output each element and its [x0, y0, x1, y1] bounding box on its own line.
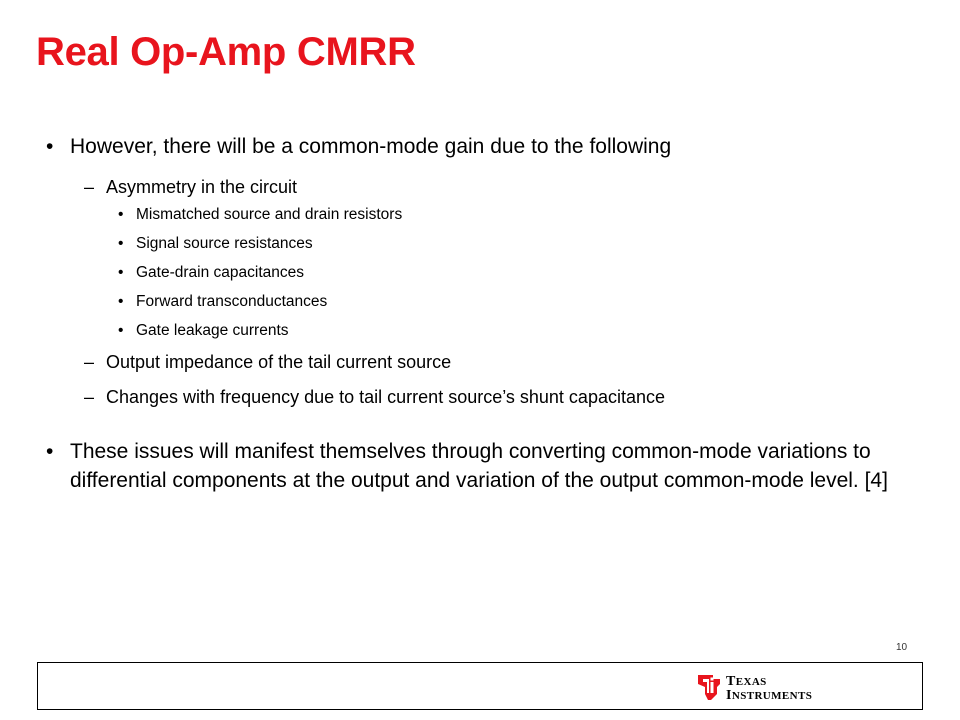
bullet-level1 — [46, 132, 671, 161]
bullet-marker: • — [118, 264, 124, 281]
bullet-level1 — [46, 437, 926, 495]
bullet-text: However, there will be a common-mode gain due to the following — [70, 135, 672, 158]
bullet-marker: – — [84, 352, 95, 372]
bullet-marker: – — [84, 177, 95, 197]
bullet-level3 — [118, 321, 289, 341]
bullet-marker: • — [46, 440, 54, 463]
bullet-text: Forward transconductances — [136, 293, 328, 310]
bullet-text: Signal source resistances — [136, 235, 313, 252]
bullet-text: Gate leakage currents — [136, 322, 289, 339]
bullet-marker: • — [118, 235, 124, 252]
bullet-level2 — [84, 176, 297, 198]
bullet-level2 — [84, 386, 665, 408]
bullet-text: Changes with frequency due to tail current source’s shunt capacitance — [106, 387, 665, 407]
slide-title: Real Op-Amp CMRR — [36, 30, 416, 74]
bullet-marker: • — [118, 293, 124, 310]
logo-wordmark: TEXAS INSTRUMENTS — [726, 674, 813, 703]
bullet-text: Asymmetry in the circuit — [106, 177, 298, 197]
bullet-text: Mismatched source and drain resistors — [136, 206, 403, 223]
bullet-marker: • — [118, 206, 124, 223]
texas-instruments-logo-icon — [696, 672, 724, 702]
bullet-marker: – — [84, 387, 95, 407]
bullet-marker: • — [118, 322, 124, 339]
bullet-level3 — [118, 205, 402, 225]
bullet-level2 — [84, 351, 451, 373]
bullet-text: Output impedance of the tail current source — [106, 352, 452, 372]
bullet-marker: • — [46, 135, 54, 158]
bullet-text: Gate-drain capacitances — [136, 264, 305, 281]
bullet-level3 — [118, 263, 304, 283]
bullet-text: These issues will manifest themselves through converting common-mode variations to differential components at the output and variation of the output common-mode level. [4] — [70, 440, 888, 492]
texas-instruments-logo — [696, 672, 820, 706]
bullet-level3 — [118, 234, 313, 254]
page-number: 10 — [896, 642, 908, 653]
bullet-level3 — [118, 292, 327, 312]
